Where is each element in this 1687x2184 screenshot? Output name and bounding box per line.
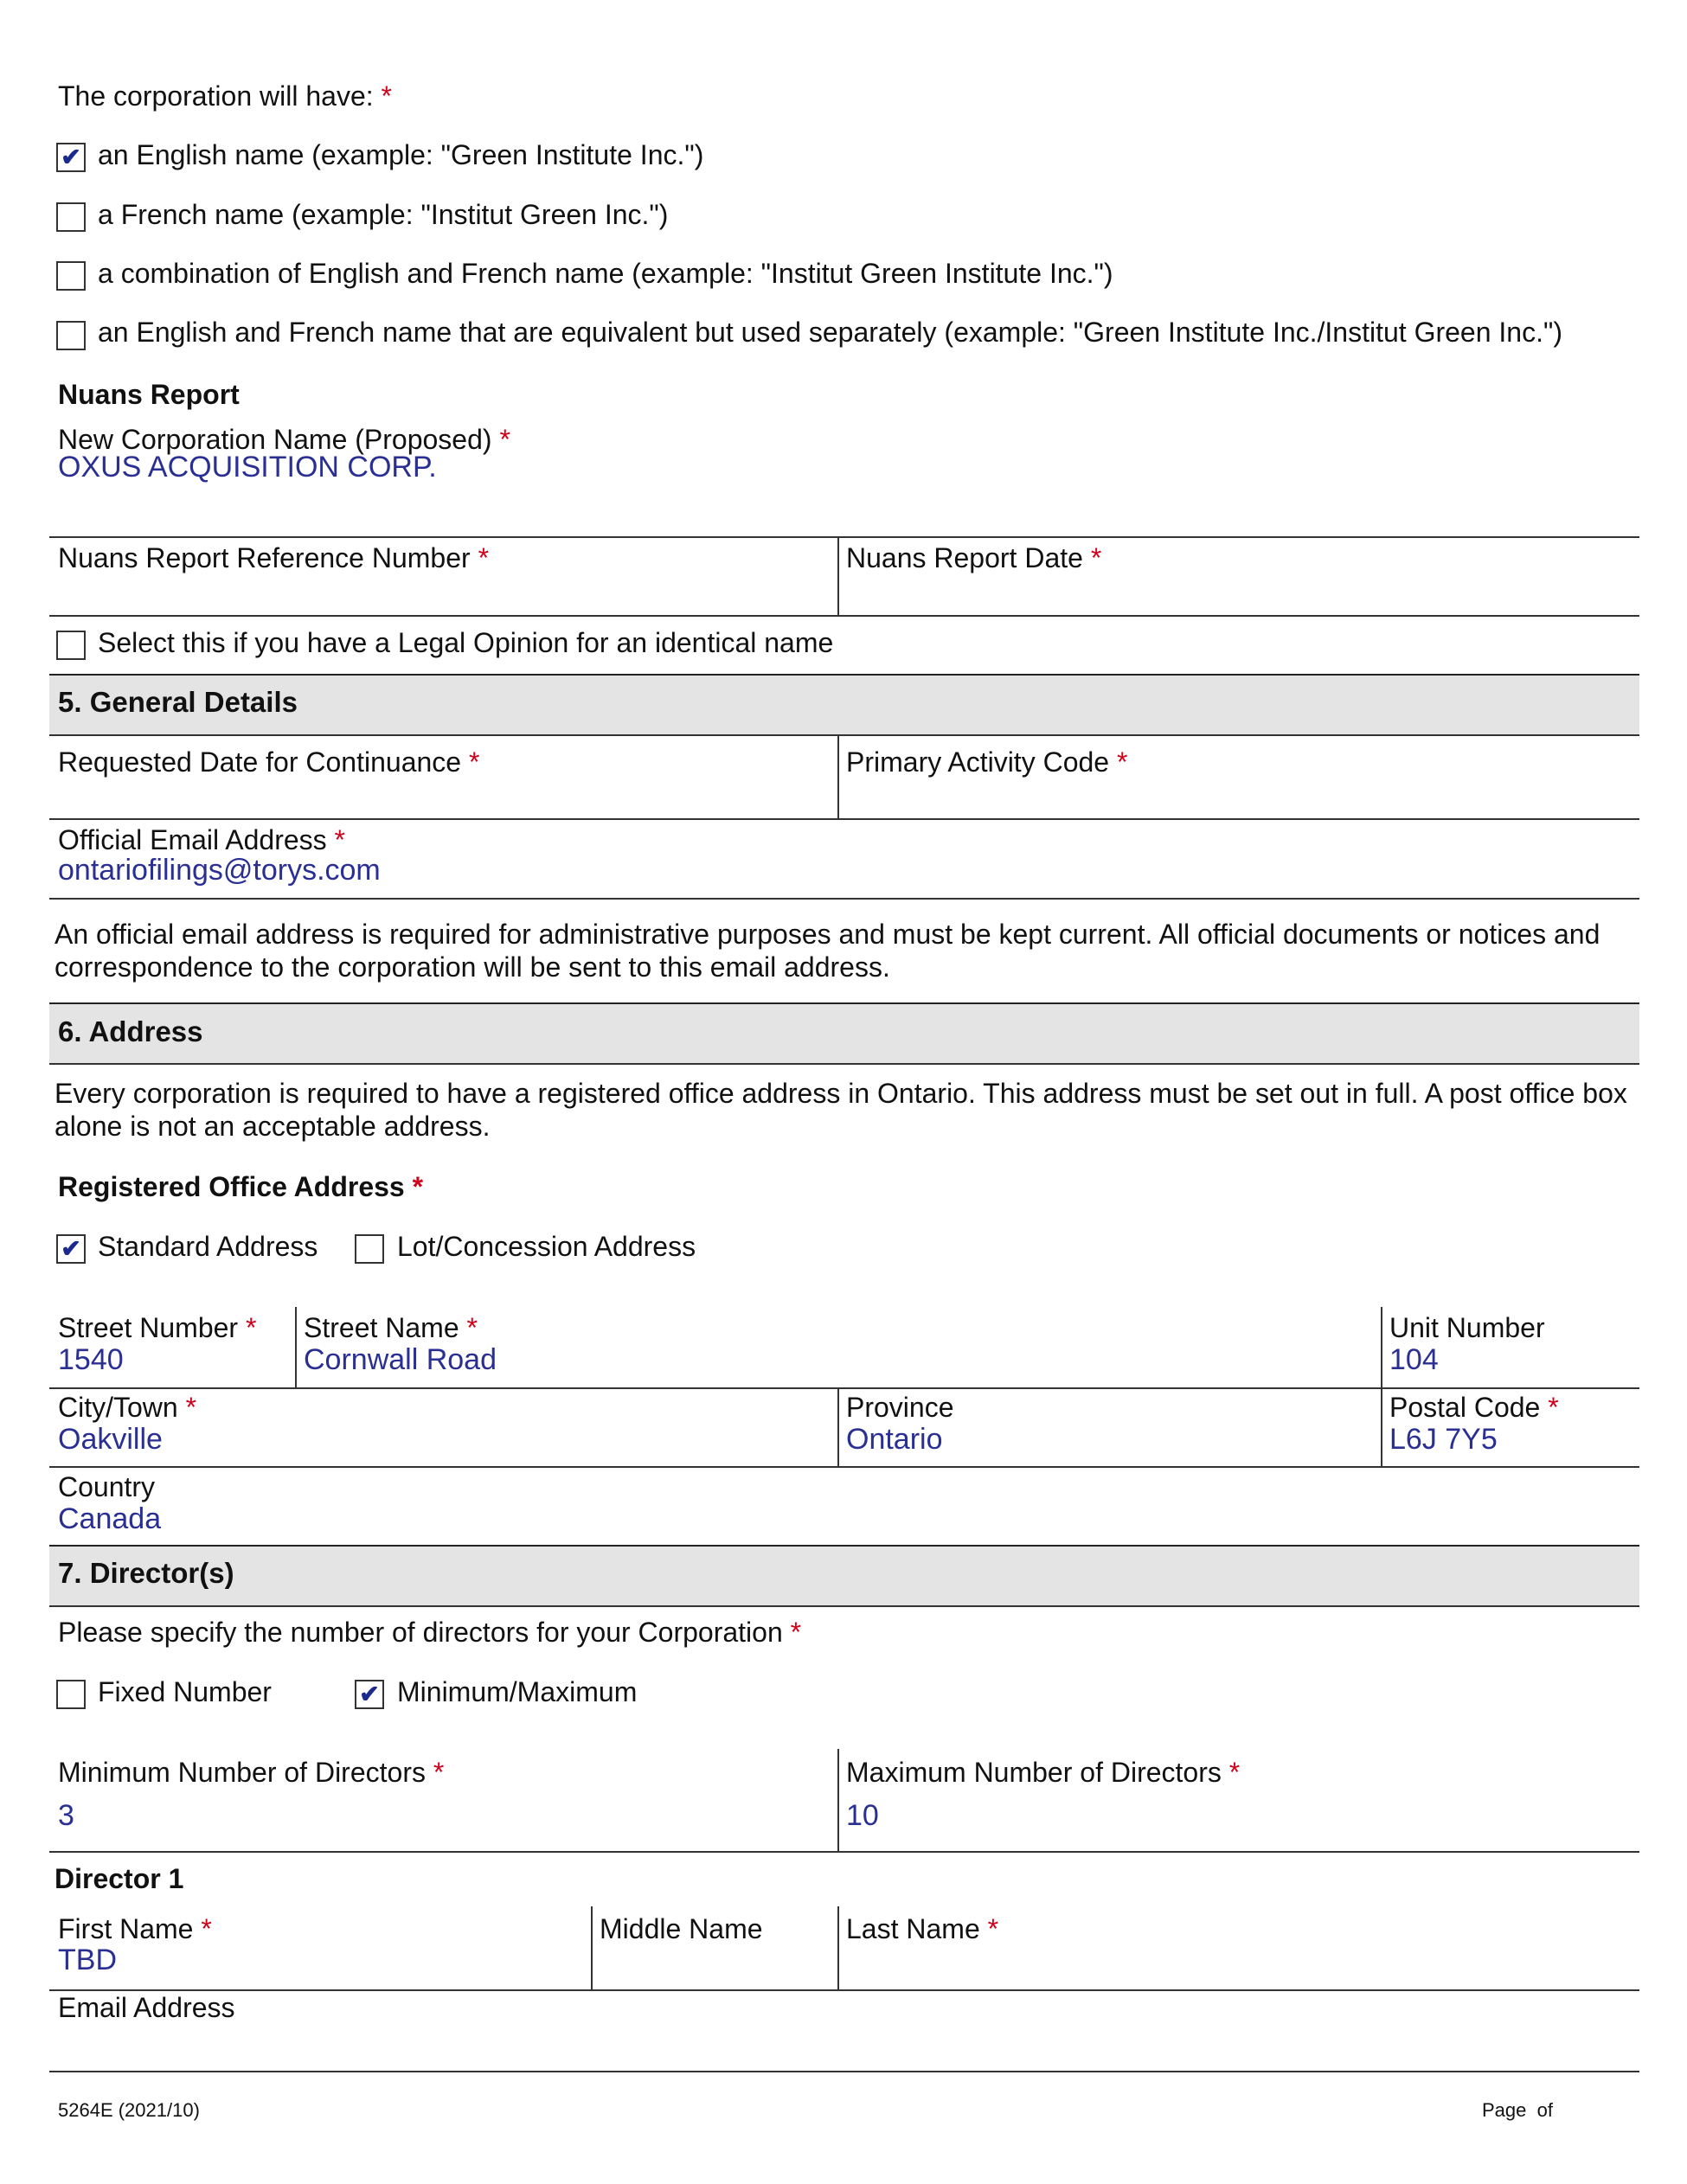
first-name-label [58,1912,212,1945]
legal-opinion-checkbox[interactable] [56,631,86,660]
continuance-date-label [58,746,479,778]
divider [49,536,1639,538]
province-label: Province [846,1392,954,1423]
divider [49,615,1639,617]
unit-number-label: Unit Number [1389,1312,1545,1343]
name-type-question-text: The corporation will have: [58,80,374,112]
street-name-value[interactable]: Cornwall Road [304,1343,497,1376]
lot-concession-checkbox[interactable] [355,1234,384,1264]
required-marker: * [201,1913,212,1944]
divider [49,2071,1639,2072]
country-label: Country [58,1471,156,1502]
divider [49,734,1639,736]
city-label-text: City/Town [58,1392,178,1423]
min-directors-label [58,1756,444,1789]
max-directors-label [846,1756,1240,1789]
nuans-reference-label [58,541,489,574]
required-marker: * [1116,746,1128,778]
fixed-number-checkbox[interactable] [56,1680,86,1709]
official-email-label [58,823,345,856]
activity-code-label [846,746,1127,778]
directors-header-band [49,1547,1639,1605]
postal-code-label-text: Postal Code [1389,1392,1541,1423]
general-details-heading: 5. General Details [58,686,298,718]
required-marker: * [381,80,392,112]
column-divider [837,536,839,615]
page-number: Page of [1482,2099,1553,2121]
postal-code-value[interactable]: L6J 7Y5 [1389,1423,1498,1456]
unit-number-value[interactable]: 104 [1389,1343,1439,1376]
required-marker: * [478,542,490,573]
form-code: 5264E (2021/10) [58,2099,200,2121]
director-email-label: Email Address [58,1992,235,2023]
column-divider [837,1749,839,1851]
directors-heading: 7. Director(s) [58,1557,234,1589]
legal-opinion-label: Select this if you have a Legal Opinion for an identical name [98,627,834,658]
lot-concession-label: Lot/Concession Address [397,1231,696,1262]
last-name-label-text: Last Name [846,1913,980,1944]
street-name-label [304,1311,478,1344]
divider [49,1605,1639,1607]
name-type-question [58,80,392,112]
province-value[interactable]: Ontario [846,1423,943,1456]
registered-office-label-text: Registered Office Address [58,1171,405,1202]
divider [49,1851,1639,1853]
standard-address-checkbox[interactable]: ✔ [56,1234,86,1264]
activity-code-label-text: Primary Activity Code [846,746,1110,778]
equivalent-name-label: an English and French name that are equivalent but used separately (example: "Green Institute Inc./Institut Green Inc.") [98,317,1562,348]
directors-question [58,1616,801,1649]
proposed-name-value[interactable]: OXUS ACQUISITION CORP. [58,451,437,484]
required-marker: * [433,1757,445,1788]
divider [49,898,1639,900]
required-marker: * [790,1617,802,1648]
minimum-maximum-label: Minimum/Maximum [397,1676,638,1707]
equivalent-name-checkbox[interactable] [56,321,86,350]
address-header-band [49,1004,1639,1063]
nuans-date-label [846,541,1101,574]
middle-name-label: Middle Name [600,1913,763,1944]
postal-code-label [1389,1391,1559,1424]
required-marker: * [987,1913,999,1944]
column-divider [837,1387,839,1466]
country-value[interactable]: Canada [58,1502,162,1535]
divider [49,818,1639,820]
nuans-reference-label-text: Nuans Report Reference Number [58,542,471,573]
registered-office-label [58,1170,423,1203]
max-directors-label-text: Maximum Number of Directors [846,1757,1222,1788]
street-number-value[interactable]: 1540 [58,1343,124,1376]
nuans-date-label-text: Nuans Report Date [846,542,1083,573]
divider [49,1989,1639,1991]
english-name-label: an English name (example: "Green Institute Inc.") [98,139,704,170]
column-divider [837,734,839,818]
city-label [58,1391,196,1424]
required-marker: * [466,1312,478,1343]
combination-name-checkbox[interactable] [56,261,86,291]
required-marker: * [245,1312,257,1343]
directors-question-text: Please specify the number of directors for your Corporation [58,1617,783,1648]
column-divider [295,1307,297,1387]
column-divider [591,1906,593,1989]
required-marker: * [412,1171,424,1202]
french-name-label: a French name (example: "Institut Green Inc.") [98,199,669,230]
official-email-value[interactable]: ontariofilings@torys.com [58,854,381,887]
divider [49,1063,1639,1065]
combination-name-label: a combination of English and French name (example: "Institut Green Institute Inc.") [98,258,1113,289]
required-marker: * [1548,1392,1559,1423]
required-marker: * [185,1392,197,1423]
required-marker: * [1228,1757,1241,1788]
standard-address-label: Standard Address [98,1231,318,1262]
column-divider [1381,1387,1382,1466]
max-directors-value[interactable]: 10 [846,1799,879,1832]
city-value[interactable]: Oakville [58,1423,163,1456]
address-note: Every corporation is required to have a registered office address in Ontario. This address must be set out in full. A post office box alone is not an acceptable address. [55,1078,1627,1142]
french-name-checkbox[interactable] [56,202,86,232]
director-1-heading: Director 1 [55,1863,184,1894]
min-directors-label-text: Minimum Number of Directors [58,1757,426,1788]
required-marker: * [499,424,510,455]
proposed-name-label-text: New Corporation Name (Proposed) [58,424,492,455]
first-name-value[interactable]: TBD [58,1944,117,1976]
address-heading: 6. Address [58,1015,203,1047]
continuance-date-label-text: Requested Date for Continuance [58,746,462,778]
first-name-label-text: First Name [58,1913,194,1944]
official-email-label-text: Official Email Address [58,824,327,855]
nuans-heading: Nuans Report [58,379,240,410]
column-divider [837,1906,839,1989]
divider [49,1387,1639,1389]
english-name-checkbox[interactable]: ✔ [56,143,86,172]
column-divider [1381,1307,1382,1387]
required-marker: * [334,824,345,855]
street-number-label [58,1311,256,1344]
required-marker: * [468,746,480,778]
required-marker: * [1090,542,1102,573]
minimum-maximum-checkbox[interactable]: ✔ [355,1680,384,1709]
last-name-label [846,1912,998,1945]
divider [49,1466,1639,1468]
fixed-number-label: Fixed Number [98,1676,272,1707]
street-number-label-text: Street Number [58,1312,239,1343]
email-note: An official email address is required for administrative purposes and must be kept current. All official documents or notices and correspondence to the corporation will be sent to this email address. [55,919,1600,983]
street-name-label-text: Street Name [304,1312,459,1343]
min-directors-value[interactable]: 3 [58,1799,74,1832]
